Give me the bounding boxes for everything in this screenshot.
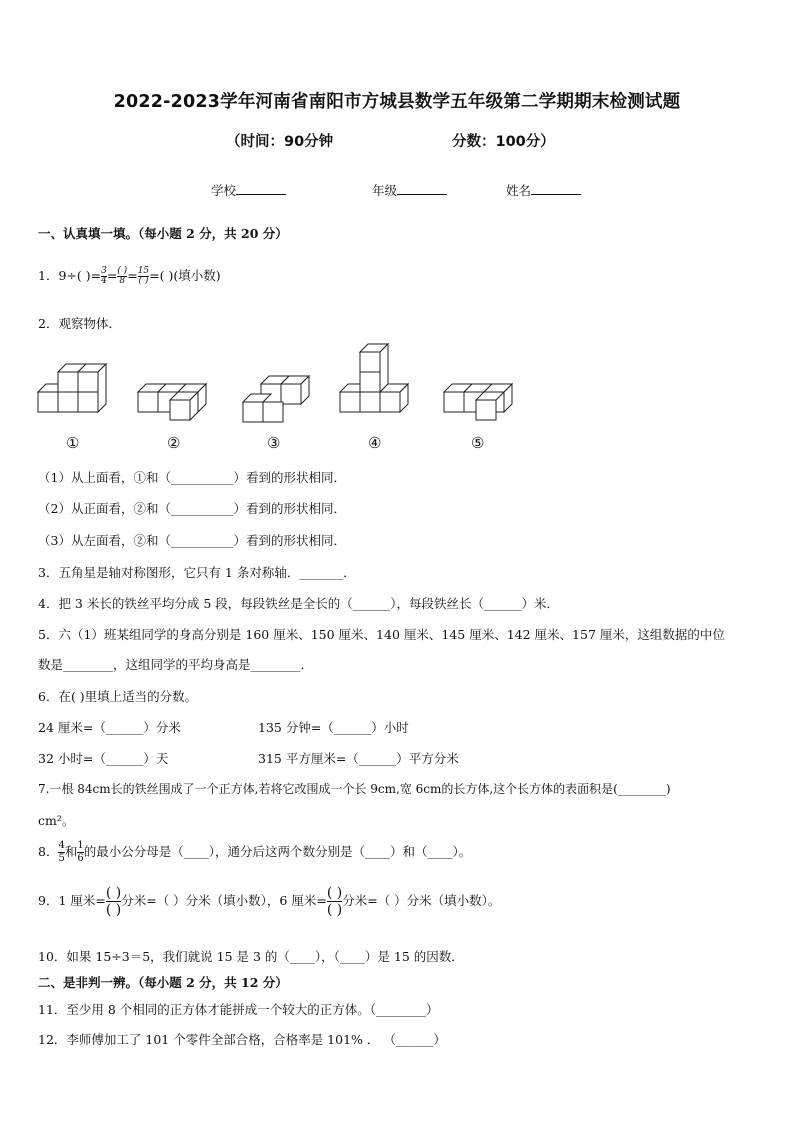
q8-prefix: 8．	[38, 844, 59, 859]
figure-1-label: ①	[66, 434, 80, 452]
q1-fraction-2	[117, 267, 127, 286]
q1-f2-num: ( )	[117, 266, 128, 276]
q1-f3-den: ( )	[138, 276, 149, 286]
q9-part-3: 分米=（ ）分米（填小数）。	[342, 893, 501, 908]
q9-f1-num: ( )	[105, 885, 122, 901]
page-title: 2022-2023学年河南省南阳市方城县数学五年级第二学期期末检测试题	[113, 92, 681, 112]
question-7-line-2: cm²。	[38, 813, 75, 828]
time-label: （时间：90分钟	[226, 134, 334, 150]
section-2-heading: 二、是非判一辨。（每小题 2 分，共 12 分）	[38, 975, 288, 990]
question-6-d: 315 平方厘米=（______）平方分米	[258, 751, 459, 766]
q1-f1-den: 4	[101, 276, 107, 286]
name-field	[506, 181, 581, 199]
question-12: 12．李师傅加工了 101 个零件全部合格，合格率是 101% ． （______）	[38, 1032, 446, 1047]
q1-f1-num: 3	[101, 266, 107, 276]
figure-2-cubes	[136, 380, 216, 424]
q1-fraction-3	[138, 267, 149, 286]
question-2-text: 2．观察物体．	[38, 316, 121, 331]
q1-eq1: =	[106, 268, 118, 283]
q9-f1-den: ( )	[105, 902, 122, 918]
figure-4-cubes	[340, 344, 412, 414]
q8-f1-num: 4	[58, 840, 65, 851]
q9-fraction-1	[106, 886, 121, 917]
q8-mid: 和	[64, 844, 78, 859]
q9-part-1: 9．1 厘米=	[38, 893, 106, 908]
q1-f3-num: 15	[137, 266, 150, 276]
figure-5-cubes	[442, 380, 516, 424]
school-label: 学校	[211, 183, 237, 198]
question-4: 4．把 3 米长的铁丝平均分成 5 段，每段铁丝是全长的（______），每段铁丝长（______）米．	[38, 596, 560, 611]
question-9	[38, 886, 500, 917]
q9-part-2: 分米=（ ）分米（填小数），6 厘米=	[121, 893, 327, 908]
question-10: 10．如果 15÷3＝5，我们就说 15 是 3 的（____），（____）是 15 的因数．	[38, 949, 464, 964]
q1-eq2: =	[127, 268, 138, 283]
q8-f2-num: 1	[77, 840, 84, 851]
question-6-text: 6．在( )里填上适当的分数。	[38, 689, 198, 704]
q1-f2-den: 8	[119, 276, 126, 286]
figure-3-label: ③	[267, 434, 281, 452]
section-1-heading: 一、认真填一填。（每小题 2 分，共 20 分）	[38, 226, 288, 241]
question-6-b: 135 分钟=（______）小时	[258, 720, 409, 735]
figure-5-label: ⑤	[471, 434, 485, 452]
name-label: 姓名	[506, 183, 532, 198]
question-2-part-2: （2）从正面看，②和（__________）看到的形状相同．	[38, 501, 346, 516]
q9-fraction-2	[327, 886, 342, 917]
question-6-c: 32 小时=（______）天	[38, 751, 169, 766]
q8-f2-den: 6	[77, 853, 84, 864]
question-3: 3．五角星是轴对称图形，它只有 1 条对称轴．_______．	[38, 565, 356, 580]
q1-suffix: =( )(填小数)	[149, 268, 221, 283]
question-7-line-1: 7.一根 84cm长的铁丝围成了一个正方体,若将它改围成一个长 9cm,宽 6cm的长方体,这个长方体的表面积是(________)	[38, 782, 671, 796]
q9-f2-num: ( )	[326, 885, 343, 901]
q8-suffix: 的最小公分母是（____），通分后这两个数分别是（____）和（____）。	[83, 844, 472, 859]
question-5-line-2: 数是________，这组同学的平均身高是________．	[38, 657, 314, 672]
q8-f1-den: 5	[58, 853, 65, 864]
grade-field	[372, 181, 447, 199]
figure-3-cubes	[241, 376, 313, 424]
question-6-a: 24 厘米=（______）分米	[38, 720, 181, 735]
question-1	[38, 266, 221, 286]
score-label: 分数：100分）	[452, 134, 555, 150]
question-2-part-3: （3）从左面看，②和（__________）看到的形状相同．	[38, 533, 346, 548]
figure-4-label: ④	[368, 434, 382, 452]
q9-f2-den: ( )	[326, 902, 343, 918]
figure-1-cubes	[36, 364, 110, 414]
grade-label: 年级	[372, 183, 398, 198]
q1-prefix: 1．9÷( )=	[38, 268, 102, 283]
question-11: 11．至少用 8 个相同的正方体才能拼成一个较大的正方体。（________）	[38, 1002, 439, 1017]
school-field	[211, 181, 286, 199]
question-2-part-1: （1）从上面看，①和（__________）看到的形状相同．	[38, 470, 346, 485]
question-8	[38, 841, 471, 864]
figure-2-label: ②	[167, 434, 181, 452]
question-5-line-1: 5．六（1）班某组同学的身高分别是 160 厘米、150 厘米、140 厘米、145 厘米、142 厘米、157 厘米，这组数据的中位	[38, 627, 725, 642]
